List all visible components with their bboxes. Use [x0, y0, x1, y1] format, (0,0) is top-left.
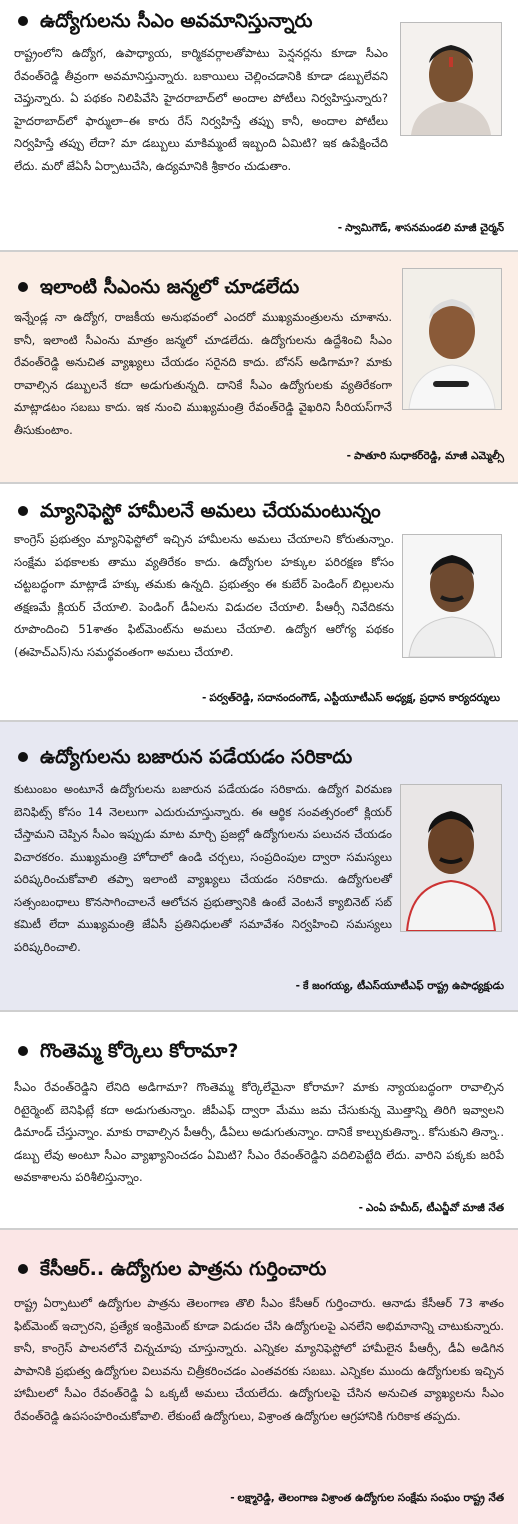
- bullet-icon: [18, 16, 28, 26]
- article-1: [0, 0, 518, 250]
- article-4-byline-text: కే జంగయ్య, టీఎస్‌యూటీఎఫ్ రాష్ట్ర ఉపాధ్యక్షుడు: [302, 980, 504, 992]
- article-5-body: సీఎం రేవంత్‌రెడ్డిని లేనిది అడిగామా? గొంతెమ్మ కోర్కెలేమైనా కోరామా? మాకు న్యాయబద్ధంగా రావాల్సిన రిటైర్మెంట్ బెనిఫిట్లే కదా అడుగుతున్నాం. జీపీఎఫ్ ద్వారా మేము జమ చేసుకున్న మొత్తాన్ని తిరిగి ఇవ్వాలని డిమాండ్ చేస్తున్నాం. మాకు రావాల్సిన పీఆర్సీ, డీఏలు అడుగుతున్నాం. దానికే కాల్చుకుతిన్నా.. కోసుకుని తిన్నా.. డబ్బు లేవు అంటూ సీఎం వ్యాఖ్యానించడం ఏమిటి? సీఎం రేవంత్‌రెడ్డిని వదిలిపెట్టేది లేదు. వారిని పక్కకు జరిపే అవకాశాలను పరిశీలిస్తున్నాం.: [14, 1080, 504, 1184]
- article-6-byline-text: లక్ష్మారెడ్డి, తెలంగాణ విశ్రాంత ఉద్యోగుల సంక్షేమ సంఘం రాష్ట్ర నేత: [237, 1492, 504, 1504]
- article-5: [0, 1012, 518, 1228]
- bullet-icon: [18, 1264, 28, 1274]
- article-4: [0, 722, 518, 1010]
- article-2-photo: [402, 268, 502, 410]
- article-3-photo: [402, 534, 502, 658]
- article-6-body: రాష్ట్ర ఏర్పాటులో ఉద్యోగుల పాత్రను తెలంగాణ తొలి సీఎం కేసీఆర్ గుర్తించారు. ఆనాడు కేసీఆర్ 73 శాతం ఫిట్‌మెంట్ ఇచ్చారని, ప్రత్యేక ఇంక్రిమెంట్ కూడా విడుదల చేసి ఉద్యోగులపై ఎనలేని అభిమానాన్ని చాటుకున్నారు. కానీ, కాంగ్రెస్ పాలనలోనే చిన్నచూపు చూస్తున్నారు. ఎన్నికల మ్యానిఫెస్టోలో హామీలైన పీఆర్సీ, డీఏ అడిగిన పాపానికి ప్రభుత్వ ఉద్యోగుల విలువను చిత్రీకరించడం ఎంతవరకు సబబు. ఎన్నికల ముందు ఉద్యోగులకు ఇచ్చిన హామీలలో సీఎం రేవంత్‌రెడ్డి ఏ ఒక్కటీ అమలు చేయలేదు. ఉద్యోగులపై చేసిన అనుచిత వ్యాఖ్యలను సీఎం రేవంత్‌రెడ్డి ఉపసంహరించుకోవాలి. లేకుంటే ఉద్యోగులు, విశ్రాంత ఉద్యోగుల ఆగ్రహానికి గురికాక తప్పదు.: [14, 1296, 504, 1423]
- article-1-headline-text: ఉద్యోగులను సీఎం అవమానిస్తున్నారు: [40, 10, 313, 32]
- article-5-headline-text: గొంతెమ్మ కోర్కెలు కోరామా?: [40, 1040, 239, 1062]
- article-2-byline-text: పాతూరి సుధాకర్‌రెడ్డి, మాజీ ఎమ్మెల్సీ: [353, 450, 504, 462]
- article-3-body: కాంగ్రెస్ ప్రభుత్వం మ్యానిఫెస్టోలో ఇచ్చిన హామీలను అమలు చేయాలని కోరుతున్నాం. సంక్షేమ పథకాలకు తాము వ్యతిరేకం కాదు. ఉద్యోగుల హక్కుల పరిరక్షణ కోసం చట్టబద్ధంగా మాట్లాడే హక్కు తమకు ఉన్నది. ప్రభుత్వం ఈ కుబేర్ పెండింగ్ బిల్లులను తక్షణమే క్లియర్ చేయాలి. పెండింగ్ డీఏలను విడుదల చేయాలి. పీఆర్సీ నివేదికను రూపొందించి 51శాతం ఫిట్‌మెంట్‌ను అమలు చేయాలి. ఉద్యోగ ఆరోగ్య పథకం (ఈహెచ్‌ఎస్)ను సమర్థవంతంగా అమలు చేయాలి.: [14, 532, 394, 659]
- portrait-icon: [401, 23, 501, 135]
- article-3-headline-text: మ్యానిఫెస్టో హామీలనే అమలు చేయమంటున్నం: [40, 500, 381, 522]
- portrait-icon: [403, 535, 501, 657]
- article-4-byline: - కే జంగయ్య, టీఎస్‌యూటీఎఫ్ రాష్ట్ర ఉపాధ్యక్షుడు: [295, 980, 504, 992]
- article-5-byline: - ఎంఏ హమీద్, టీఎన్జీవో మాజీ నేత: [358, 1202, 504, 1214]
- article-2-headline-text: ఇలాంటి సీఎంను జన్మలో చూడలేదు: [40, 276, 300, 298]
- article-6: [0, 1230, 518, 1524]
- portrait-icon: [403, 269, 501, 409]
- article-6-headline: [12, 1256, 326, 1282]
- bullet-icon: [18, 506, 28, 516]
- article-3: [0, 484, 518, 720]
- bullet-icon: [18, 282, 28, 292]
- article-3-headline: [12, 498, 381, 524]
- article-5-headline: [12, 1038, 238, 1064]
- bullet-icon: [18, 1046, 28, 1056]
- article-3-byline-text: పర్వత్‌రెడ్డి, సదానందంగౌడ్, ఎస్టీయూటీఎస్ అధ్యక్ష, ప్రధాన కార్యదర్శులు: [209, 692, 500, 704]
- article-2-byline: - పాతూరి సుధాకర్‌రెడ్డి, మాజీ ఎమ్మెల్సీ: [346, 450, 504, 462]
- article-4-headline: [12, 744, 352, 770]
- article-1-photo: [400, 22, 502, 136]
- article-4-headline-text: ఉద్యోగులను బజారున పడేయడం సరికాదు: [40, 746, 353, 768]
- article-2-body: ఇన్నేండ్ల నా ఉద్యోగ, రాజకీయ అనుభవంలో ఎందరో ముఖ్యమంత్రులను చూశాను. కానీ, ఇలాంటి సీఎంను మాత్రం జన్మలో చూడలేదు. ఉద్యోగులను ఉద్దేశించి సీఎం రేవంత్‌రెడ్డి అనుచిత వ్యాఖ్యలు చేయడం సరైనది కాదు. బోనస్ అడిగామా? మాకు రావాల్సిన డబ్బులనే కదా అడుగుతున్నది. దానికే సీఎం ఉద్యోగులకు వ్యతిరేకంగా మాట్లాడటం సబబు కాదు. ఇక నుంచి ముఖ్యమంత్రి రేవంత్‌రెడ్డి వైఖరిని సీరియస్‌గానే తీసుకుంటాం.: [14, 310, 392, 437]
- article-3-byline: - పర్వత్‌రెడ్డి, సదానందంగౌడ్, ఎస్టీయూటీఎస్ అధ్యక్ష, ప్రధాన కార్యదర్శులు: [201, 692, 500, 704]
- article-1-byline: - స్వామిగౌడ్, శాసనమండలి మాజీ చైర్మన్: [337, 222, 504, 234]
- article-6-byline: - లక్ష్మారెడ్డి, తెలంగాణ విశ్రాంత ఉద్యోగుల సంక్షేమ సంఘం రాష్ట్ర నేత: [230, 1492, 504, 1504]
- portrait-icon: [401, 785, 501, 931]
- article-1-byline-text: స్వామిగౌడ్, శాసనమండలి మాజీ చైర్మన్: [345, 222, 504, 234]
- article-1-headline: [12, 8, 312, 34]
- article-1-body: రాష్ట్రంలోని ఉద్యోగ, ఉపాధ్యాయ, కార్మికవర్గాలతోపాటు పెన్షనర్లను కూడా సీఎం రేవంత్‌రెడ్డి తీవ్రంగా అవమానిస్తున్నారు. బకాయిలు చెల్లించడానికి కూడా డబ్బులేవని చెప్తున్నారు. ఏ పథకం నిలిపివేసి హైదరాబాద్‌లో అందాల పోటీలు నిర్వహిస్తున్నారు? హైదరాబాద్‌లో ఫార్ములా–ఈ కారు రేస్ నిర్వహిస్తే తప్పు కానీ, అందాల పోటీలు నిర్వహిస్తే తప్పు లేదా? మా డబ్బులు మాకిమ్మంటే ఇబ్బంది ఏమిటి? ఇక ఉపేక్షించేది లేదు. మరో జేఏసీ ఏర్పాటుచేసి, ఉద్యమానికి శ్రీకారం చుడుతాం.: [14, 46, 388, 173]
- article-4-body: కుటుంబం అంటూనే ఉద్యోగులను బజారున పడేయడం సరికాదు. ఉద్యోగ విరమణ బెనిఫిట్స్ కోసం 14 నెలలుగా ఎదురుచూస్తున్నారు. ఈ ఆర్థిక సంవత్సరంలో క్లియర్ చేస్తామని చెప్పిన సీఎం ఇప్పుడు మాట మార్చి ప్రజల్లో ఉద్యోగులను పలుచన చేయడం విచారకరం. ముఖ్యమంత్రి హోదాలో ఉండి చర్చలు, సంప్రదింపుల ద్వారా సమస్యలు పరిష్కరించుకోవాలి తప్పా ఇలాంటి వ్యాఖ్యలు చేయడం సరికాదు. ఉద్యోగులతో సత్సంబంధాలు కొనసాగించాలనే ఆలోచన ప్రభుత్వానికి ఉంటే వెంటనే క్యాబినెట్ సబ్ కమిటీ లేదా ముఖ్యమంత్రి జేఏసీ ప్రతినిధులతో సమావేశం నిర్వహించి సమస్యలు పరిష్కరించాలి.: [14, 782, 392, 954]
- article-5-byline-text: ఎంఏ హమీద్, టీఎన్జీవో మాజీ నేత: [365, 1202, 504, 1214]
- article-2: [0, 252, 518, 482]
- article-6-headline-text: కేసీఆర్.. ఉద్యోగుల పాత్రను గుర్తించారు: [40, 1258, 327, 1280]
- bullet-icon: [18, 752, 28, 762]
- article-2-headline: [12, 274, 299, 300]
- article-4-photo: [400, 784, 502, 932]
